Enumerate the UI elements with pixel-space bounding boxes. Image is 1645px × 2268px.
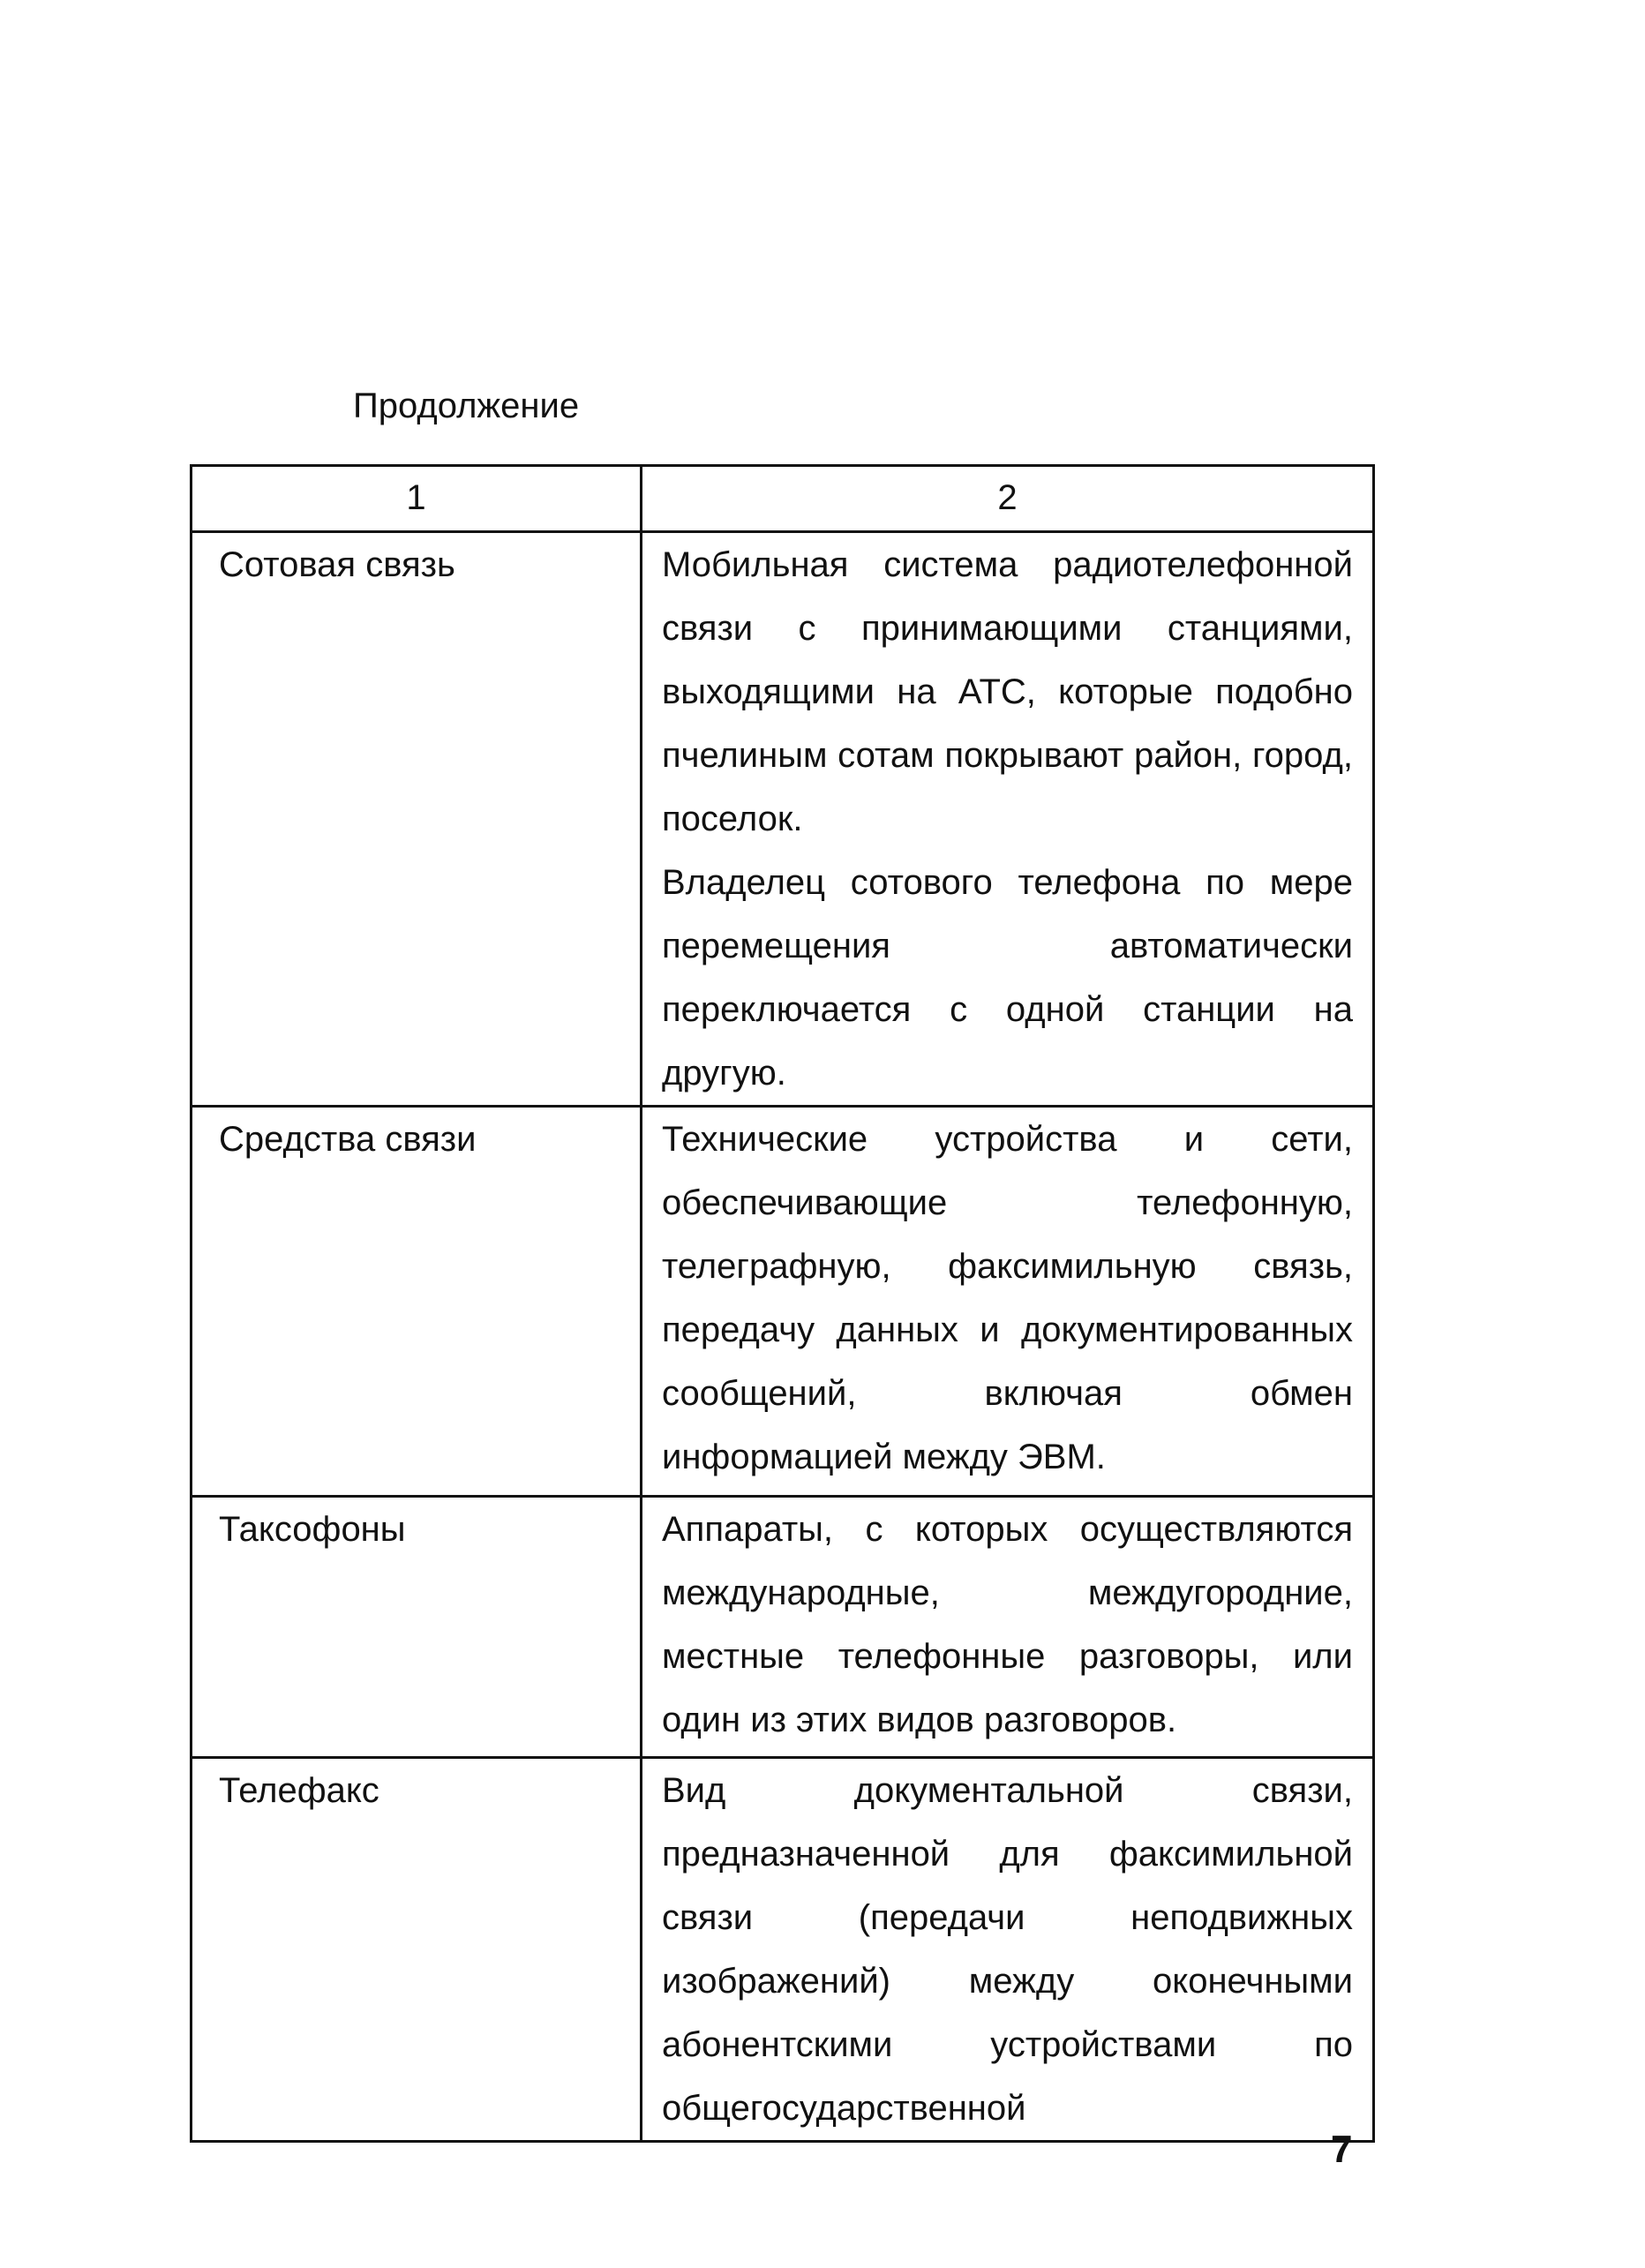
page-number: 7 <box>1331 2128 1353 2171</box>
definition-paragraph: Владелец сотового телефона по мере перемещения автоматически переключается с одной станции на другую. <box>662 863 1353 1093</box>
table-row <box>192 1758 1374 2142</box>
term-cell: Средства связи <box>192 1107 642 1497</box>
table-row <box>192 1497 1374 1758</box>
term-cell: Телефакс <box>192 1758 642 2142</box>
definition-paragraph: Технические устройства и сети, обеспечивающие телефонную, телеграфную, факсимильную связь, передачу данных и документированных сообщений, включая обмен информацией между ЭВМ. <box>662 1120 1353 1476</box>
definition-cell <box>642 1497 1374 1758</box>
table-header-row <box>192 466 1374 532</box>
definition-paragraph: Вид документальной связи, предназначенной для факсимильной связи (передачи неподвижных изображений) между оконечными абонентскими устройствами по общегосударственной <box>662 1771 1353 2128</box>
term-cell: Таксофоны <box>192 1497 642 1758</box>
column-header-1: 1 <box>192 466 642 532</box>
column-header-2: 2 <box>642 466 1374 532</box>
definition-paragraph: Мобильная система радиотелефонной связи с принимающими станциями, выходящими на АТС, которые подобно пчелиным сотам покрывают район, город, поселок. <box>662 545 1353 838</box>
definition-cell <box>642 1107 1374 1497</box>
definition-paragraph: Аппараты, с которых осуществляются международные, междугородние, местные телефонные разговоры, или один из этих видов разговоров. <box>662 1510 1353 1739</box>
term-cell: Сотовая связь <box>192 532 642 1107</box>
definition-cell <box>642 1758 1374 2142</box>
table-row <box>192 1107 1374 1497</box>
table-row <box>192 532 1374 1107</box>
glossary-table <box>190 464 1375 2143</box>
definition-cell <box>642 532 1374 1107</box>
table-caption: Продолжение <box>353 387 580 425</box>
